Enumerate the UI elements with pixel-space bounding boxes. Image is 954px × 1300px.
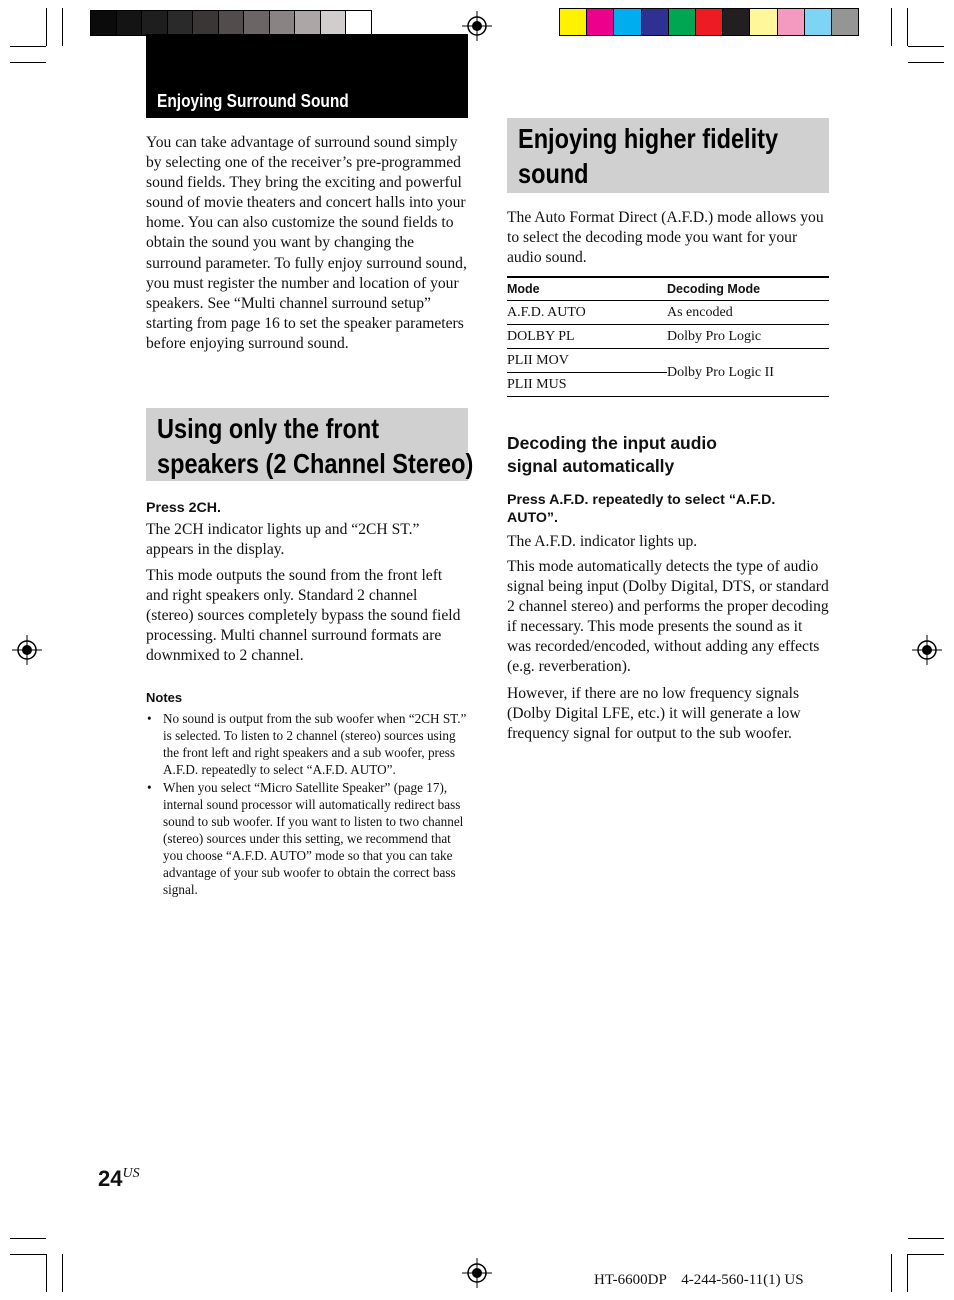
notes-list xyxy=(146,710,468,899)
heading-line: signal automatically xyxy=(507,456,675,476)
grayscale-swatch xyxy=(142,11,168,35)
crop-mark xyxy=(891,8,892,46)
color-swatch xyxy=(642,9,669,35)
front-speakers-instruction: Press 2CH. xyxy=(146,500,221,516)
paragraph-text: However, if there are no low frequency signals (Dolby Digital LFE, etc.) it will generate a low frequency signal for output to the sub woofer. xyxy=(507,685,801,743)
mode-table xyxy=(507,278,829,397)
intro-text: You can take advantage of surround sound simply by selecting one of the receiver’s pre-programmed sound fields. They bring the exciting and powerful sound of movie theaters and concert halls into your home. You can also customize the sound fields to obtain the sound you want by changing the surround parameter. To fully enjoy surround sound, you must register the number and location of your speakers. See “Multi channel surround setup” starting from page 16 to set the speaker parameters before enjoying surround sound. xyxy=(146,134,467,352)
crop-mark xyxy=(908,1238,944,1239)
table-cell: A.F.D. AUTO xyxy=(507,301,667,325)
registration-mark-icon xyxy=(912,635,942,665)
crop-mark xyxy=(907,8,908,46)
grayscale-swatch xyxy=(295,11,321,35)
color-swatch xyxy=(696,9,723,35)
note-item: • When you select “Micro Satellite Speaker” (page 17), internal sound processor will automatically redirect bass sound to sub woofer. If you want to listen to two channel (stereo) sources under this setting, we recommend that you choose “A.F.D. AUTO” mode so that you can take advantage of your sub woofer to obtain the correct bass signal. xyxy=(146,779,468,898)
table-cell: As encoded xyxy=(667,301,829,325)
grayscale-swatch xyxy=(270,11,296,35)
color-swatch xyxy=(723,9,750,35)
grayscale-swatch xyxy=(321,11,347,35)
model-code: HT-6600DP 4-244-560-11(1) US xyxy=(594,1272,804,1288)
color-swatch xyxy=(560,9,587,35)
color-bar xyxy=(559,8,859,36)
paragraph-text: The Auto Format Direct (A.F.D.) mode allows you to select the decoding mode you want for your audio sound. xyxy=(507,209,824,267)
decoding-result xyxy=(507,532,829,552)
note-item: • No sound is output from the sub woofer when “2CH ST.” is selected. To listen to 2 channel (stereo) sources using the front left and right speakers and a sub woofer, press A.F.D. repeatedly to select “A.F.D. AUTO”. xyxy=(146,710,468,778)
crop-mark xyxy=(10,46,46,47)
section-header xyxy=(146,34,468,118)
color-swatch xyxy=(778,9,805,35)
heading-line: Using only the front xyxy=(157,413,380,444)
grayscale-swatch xyxy=(193,11,219,35)
crop-mark xyxy=(10,1254,46,1255)
heading-line: sound xyxy=(518,158,589,189)
grayscale-swatch xyxy=(91,11,117,35)
page-number-text: 24 xyxy=(98,1166,123,1191)
color-swatch xyxy=(805,9,832,35)
decoding-paragraph-1 xyxy=(507,557,829,678)
grayscale-swatch xyxy=(346,11,371,35)
crop-mark xyxy=(908,62,944,63)
crop-mark xyxy=(891,1254,892,1292)
grayscale-swatch xyxy=(219,11,245,35)
grayscale-swatch xyxy=(117,11,143,35)
intro-paragraph xyxy=(146,133,468,354)
crop-mark xyxy=(10,1238,46,1239)
color-swatch xyxy=(614,9,641,35)
table-cell: DOLBY PL xyxy=(507,325,667,349)
heading-text xyxy=(518,121,778,191)
decoding-instruction: Press A.F.D. repeatedly to select “A.F.D. AUTO”. xyxy=(507,492,776,526)
color-swatch xyxy=(669,9,696,35)
color-swatch xyxy=(750,9,777,35)
fidelity-heading xyxy=(507,118,829,193)
result-text: The A.F.D. indicator lights up. xyxy=(507,533,698,550)
heading-line: Enjoying higher fidelity xyxy=(518,123,779,154)
table-header: Decoding Mode xyxy=(667,278,829,301)
front-speakers-result xyxy=(146,520,468,560)
crop-mark xyxy=(46,8,47,46)
result-text: The 2CH indicator lights up and “2CH ST.” appears in the display. xyxy=(146,521,420,559)
registration-mark-icon xyxy=(12,635,42,665)
front-speakers-heading xyxy=(146,408,474,481)
page-number xyxy=(98,1166,140,1192)
table-cell: Dolby Pro Logic xyxy=(667,325,829,349)
table-row xyxy=(507,349,829,373)
crop-mark xyxy=(907,1254,908,1292)
grayscale-swatch xyxy=(244,11,270,35)
section-title: Enjoying Surround Sound xyxy=(157,91,349,111)
table-cell: PLII MOV xyxy=(507,349,667,373)
decoding-heading xyxy=(507,432,829,478)
fidelity-paragraph xyxy=(507,208,829,268)
table-row xyxy=(507,325,829,349)
table-header: Mode xyxy=(507,278,667,301)
table-header-row xyxy=(507,278,829,301)
heading-line: speakers (2 Channel Stereo) xyxy=(157,448,474,479)
notes-title: Notes xyxy=(146,690,183,705)
registration-mark-icon xyxy=(462,1258,492,1288)
grayscale-bar xyxy=(90,10,372,36)
paragraph-text: This mode automatically detects the type of audio signal being input (Dolby Digital, DTS, or standard 2 channel stereo) and performs the proper decoding if necessary. This mode presents the sound as it was recorded/encoded, without adding any effects (e.g. reverberation). xyxy=(507,558,829,676)
crop-mark xyxy=(62,1254,63,1292)
table-row xyxy=(507,301,829,325)
color-swatch xyxy=(587,9,614,35)
mode-table-wrapper xyxy=(507,276,829,397)
front-speakers-paragraph xyxy=(146,566,468,666)
table-cell: PLII MUS xyxy=(507,373,667,397)
paragraph-text: This mode outputs the sound from the front left and right speakers only. Standard 2 channel (stereo) sources completely bypass the sound field processing. Multi channel surround formats are downmixed to 2 channel. xyxy=(146,567,461,665)
crop-mark xyxy=(10,62,46,63)
heading-text xyxy=(157,411,473,481)
heading-line: Decoding the input audio xyxy=(507,433,717,453)
page-suffix: US xyxy=(122,1166,140,1181)
crop-mark xyxy=(46,1254,47,1292)
table-cell: Dolby Pro Logic II xyxy=(667,349,829,397)
color-swatch xyxy=(832,9,858,35)
crop-mark xyxy=(62,8,63,46)
grayscale-swatch xyxy=(168,11,194,35)
decoding-paragraph-2 xyxy=(507,684,829,744)
crop-mark xyxy=(908,46,944,47)
crop-mark xyxy=(908,1254,944,1255)
